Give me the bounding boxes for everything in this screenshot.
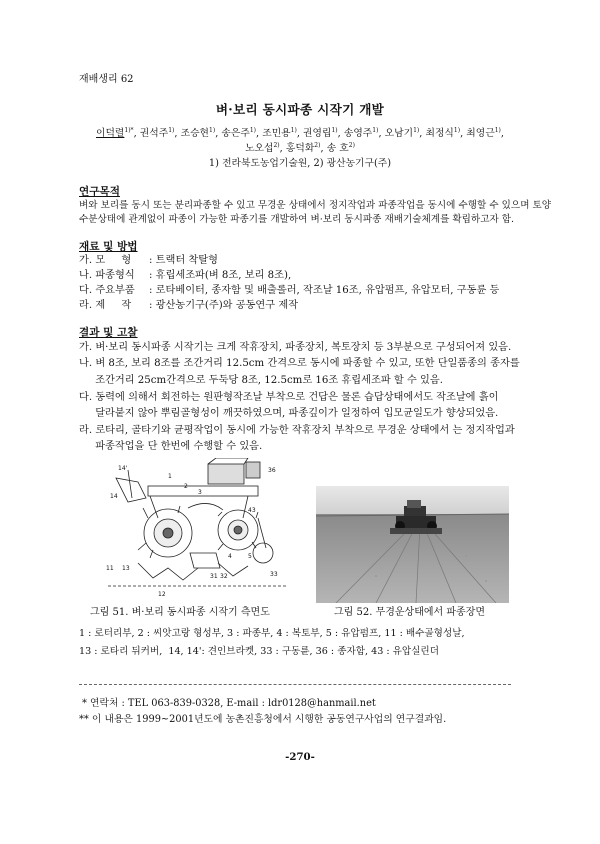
author-affiliation-mark: 1)	[372, 127, 379, 134]
author-affiliation-mark: 2)	[314, 142, 321, 149]
drawing-number-label: 2	[184, 483, 188, 490]
author-affiliation-mark: 1)	[290, 127, 297, 134]
author-name: 송 호	[326, 143, 349, 154]
methods-item-label: 가. 모 형	[79, 255, 132, 266]
author-name: 홍덕화	[285, 143, 315, 154]
author-name: 이덕렬	[95, 128, 125, 139]
section-heading-results: 결과 및 고찰	[79, 327, 138, 339]
author-affiliation-mark: 1)	[413, 127, 420, 134]
drawing-number-label: 14	[110, 493, 118, 500]
figure-52-caption: 그림 52. 무경운상태에서 파종장면	[334, 607, 486, 618]
methods-item-label: 나. 파종형식	[79, 270, 135, 281]
purpose-line-1: 벼와 보리를 동시 또는 분리파종할 수 있고 무경운 상태에서 정지작업과 파종작업을 동시에 수행할 수 있으며 토양	[79, 200, 552, 211]
seeder-side-view-drawing	[98, 458, 298, 603]
author-affiliation-mark: 1)*	[124, 127, 134, 134]
author-name: 조민용	[262, 128, 291, 139]
figure-legend-line-2: 13 : 로타리 뒤커버, 14, 14': 견인브라켓, 33 : 구동륜, 36 : 종자함, 43 : 유압실린더	[79, 646, 439, 657]
methods-item	[79, 299, 298, 312]
methods-item-label: 다. 주요부품	[79, 285, 135, 296]
section-heading-methods: 재료 및 방법	[79, 241, 138, 253]
drawing-number-label: 1	[168, 473, 172, 480]
drawing-number-label: 13	[122, 565, 130, 572]
drawing-number-label: 4	[228, 553, 232, 560]
drawing-number-label: 5	[248, 553, 252, 560]
paper-title: 벼·보리 동시파종 시작기 개발	[215, 102, 385, 117]
figure-51-caption: 그림 51. 벼·보리 동시파종 시작기 측면도	[90, 607, 270, 618]
authors-line-2: 노오섭$^{2)}$, 홍덕화$^{2)}$, 송 호$^{2)}$	[245, 142, 355, 154]
figure-legend-line-1: 1 : 로터리부, 2 : 씨앗고랑 형성부, 3 : 파종부, 4 : 복토부, 5 : 유압펌프, 11 : 배수골형성날,	[79, 628, 465, 639]
drawing-number-label: 31	[210, 573, 218, 580]
methods-item-value: : 트랙터 착탈형	[149, 255, 218, 266]
author-affiliation-mark: 1)	[453, 127, 461, 134]
author-affiliation-mark: 1)	[331, 127, 338, 134]
author-name: 노오섭	[245, 143, 274, 154]
section-heading-purpose: 연구목적	[79, 186, 120, 198]
drawing-number-label: 33	[270, 571, 278, 578]
methods-item	[79, 269, 291, 282]
methods-item-value: : 로타베이터, 종자함 및 배출롤러, 작조날 16조, 유압펌프, 유압모터, 구동륜 등	[149, 285, 500, 296]
affiliations: 1) 전라북도농업기술원, 2) 광산농기구(주)	[208, 158, 392, 169]
footnote-separator	[79, 684, 511, 685]
author-name: 조승현	[180, 128, 210, 139]
results-line: 다. 동력에 의해서 회전하는 원판형작조날 부착으로 건답은 물론 습답상태에서도 작조날에 흙이	[79, 392, 499, 403]
author-affiliation-mark: 2)	[348, 142, 355, 149]
drawing-number-label: 43	[248, 507, 256, 514]
authors-line-1: 이덕렬$^{1)*}$, 권석주$^{1)}$, 조승현$^{1)}$, 송은주$^{1)}$, 조민용$^{1)}$, 권영립$^{1)}$, 송영주$^{1)}$, 오남기$^{1)}$, 최정식$^{1)}$, 최영근$^{1)}$,	[95, 127, 504, 139]
author-name: 권석주	[139, 128, 169, 139]
author-name: 최정식	[425, 128, 454, 139]
drawing-number-label: 11	[106, 565, 114, 572]
contact-footnote: * 연락처 : TEL 063-839-0328, E-mail : ldr0128@hanmail.net	[82, 698, 376, 709]
results-line: 가. 벼·보리 동시파종 시작기는 크게 작휴장치, 파종장치, 복토장치 등 3부분으로 구성되어져 있음.	[79, 342, 512, 353]
author-name: 최영근	[466, 128, 495, 139]
author-affiliation-mark: 2)	[273, 142, 280, 149]
results-line: 조간거리 25cm간격으로 두둑당 8조, 12.5cm로 16조 휴립세조파 할 수 있음.	[79, 375, 443, 386]
drawing-number-label: 36	[268, 467, 276, 474]
drawing-number-label: 12	[158, 591, 166, 598]
author-affiliation-mark: 1)	[249, 127, 256, 134]
drawing-number-label: 3	[198, 489, 202, 496]
author-affiliation-mark: 1)	[494, 127, 501, 134]
purpose-line-2: 수분상태에 관계없이 파종이 가능한 파종기를 개발하여 벼·보리 동시파종 재배기술체계를 확립하고자 함.	[79, 214, 515, 225]
results-line: 라. 로타리, 골타기와 균평작업이 동시에 가능한 작휴장치 부착으로 무경운 상태에서 는 정지작업과	[79, 425, 515, 436]
results-line: 파종작업을 단 한번에 수행할 수 있음.	[79, 441, 263, 452]
section-header: 재배생리 62	[79, 74, 134, 85]
author-name: 송영주	[343, 128, 373, 139]
author-name: 오남기	[384, 128, 414, 139]
results-line: 달라붙지 않아 뿌림골형성이 깨끗하였으며, 파종깊이가 일정하여 입모균일도가 향상되었음.	[79, 408, 499, 419]
methods-item-label: 라. 제 작	[79, 300, 132, 311]
project-footnote: ** 이 내용은 1999~2001년도에 농촌진흥청에서 시행한 공동연구사업의 연구결과임.	[79, 714, 447, 725]
author-name: 권영립	[303, 128, 332, 139]
author-name: 송은주	[221, 128, 250, 139]
page-number: -270-	[285, 751, 315, 763]
methods-item-value: : 휴립세조파(벼 8조, 보리 8조),	[149, 270, 292, 281]
drawing-number-label: 14'	[118, 465, 128, 472]
author-affiliation-mark: 1)	[168, 127, 175, 134]
methods-item	[79, 284, 499, 297]
author-affiliation-mark: 1)	[209, 127, 216, 134]
field-seeding-photo	[316, 486, 509, 603]
results-line: 나. 벼 8조, 보리 8조를 조간거리 12.5cm 간격으로 동시에 파종할 수 있고, 또한 단일품종의 종자를	[79, 358, 520, 369]
methods-item-value: : 광산농기구(주)와 공동연구 제작	[149, 300, 299, 311]
methods-item	[79, 254, 218, 267]
drawing-number-label: 32	[220, 573, 228, 580]
